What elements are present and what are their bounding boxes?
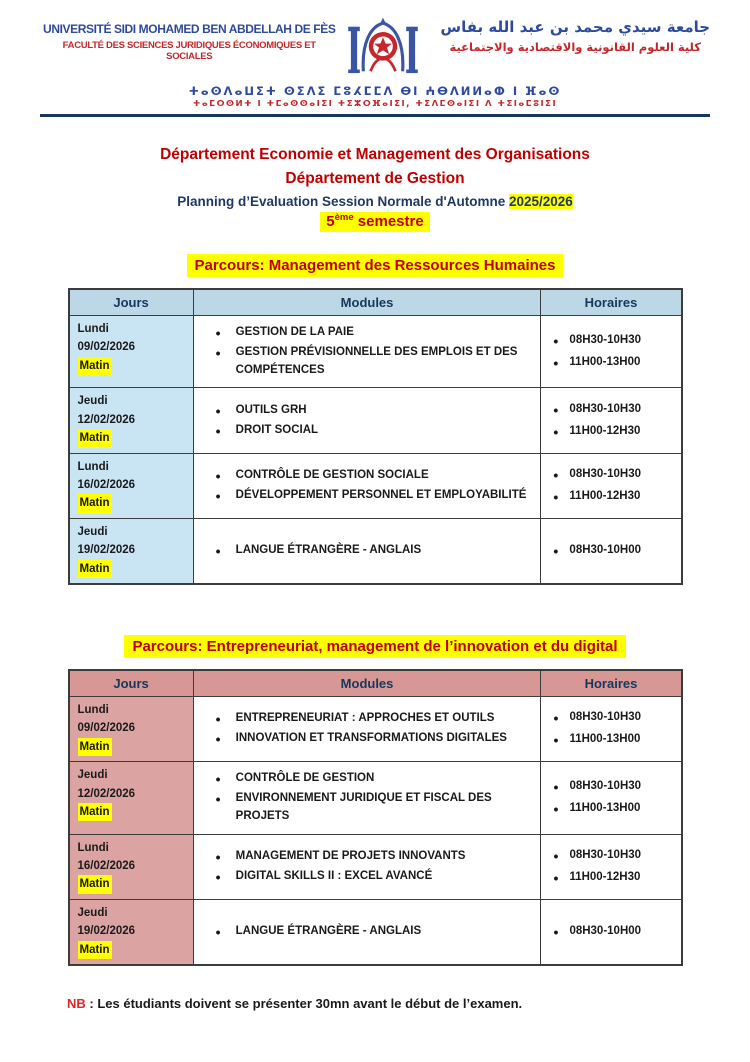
- horaires-cell: [541, 518, 682, 584]
- table-row: [69, 453, 682, 518]
- modules-cell: [193, 518, 541, 584]
- bullet-item: • 08H30-10H30: [543, 847, 678, 865]
- university-name-fr: UNIVERSITÉ SIDI MOHAMED BEN ABDELLAH DE FÈS: [43, 22, 336, 36]
- bullet-item: • 11H00-12H30: [543, 488, 678, 506]
- day-name: Jeudi: [77, 906, 108, 919]
- parcours-entrepreneuriat-label: Parcours: Entrepreneuriat, management de l’innovation et du digital: [124, 635, 625, 658]
- bullet-item: • LANGUE ÉTRANGÈRE - ANGLAIS: [196, 542, 539, 560]
- modules-cell: [193, 453, 541, 518]
- university-logo-icon: [338, 16, 428, 82]
- modules-cell: [193, 834, 541, 899]
- semester-number: 5: [326, 213, 335, 231]
- table-row: [69, 316, 682, 388]
- letterhead-divider: [40, 114, 710, 117]
- bullet-item: • 11H00-13H00: [543, 731, 678, 749]
- day-period: Matin: [78, 429, 112, 447]
- day-period: Matin: [78, 803, 112, 821]
- bullet-item: • DÉVELOPPEMENT PERSONNEL ET EMPLOYABILITÉ: [196, 487, 539, 505]
- day-period: Matin: [78, 494, 112, 512]
- bullet-item: • CONTRÔLE DE GESTION: [196, 770, 539, 788]
- day-name: Lundi: [77, 703, 109, 716]
- bullet-item: • MANAGEMENT DE PROJETS INNOVANTS: [196, 848, 539, 866]
- department-title-2: Département de Gestion: [285, 170, 465, 188]
- column-header-jours: Jours: [69, 289, 194, 316]
- horaires-cell: [541, 762, 682, 834]
- day-date: 16/02/2026: [77, 859, 136, 872]
- exam-table-rh: [68, 288, 683, 585]
- bullet-item: • GESTION PRÉVISIONNELLE DES EMPLOIS ET DES COMPÉTENCES: [196, 344, 539, 380]
- bullet-item: • 11H00-13H00: [543, 354, 678, 372]
- bullet-item: • LANGUE ÉTRANGÈRE - ANGLAIS: [196, 923, 539, 941]
- nb-note: [67, 996, 750, 1011]
- modules-cell: [193, 316, 541, 388]
- nb-label: NB: [67, 995, 86, 1011]
- day-name: Jeudi: [77, 769, 108, 782]
- day-name: Lundi: [77, 460, 109, 473]
- semester-highlight: [320, 212, 429, 232]
- day-name: Jeudi: [77, 525, 108, 538]
- table-row: [69, 388, 682, 453]
- nb-text: : Les étudiants doivent se présenter 30mn avant le début de l’examen.: [85, 995, 523, 1011]
- university-name-ar: جامعة سيدي محمد بن عبد الله بفاس: [440, 18, 711, 36]
- day-cell: [69, 834, 194, 899]
- bullet-item: • ENVIRONNEMENT JURIDIQUE ET FISCAL DES PROJETS: [196, 790, 539, 826]
- bullet-item: • OUTILS GRH: [196, 402, 539, 420]
- academic-year: 2025/2026: [508, 194, 573, 210]
- bullet-item: • 08H30-10H30: [543, 466, 678, 484]
- day-cell: [69, 316, 194, 388]
- bullet-item: • 11H00-12H30: [543, 869, 678, 887]
- horaires-cell: [541, 316, 682, 388]
- day-cell: [69, 518, 194, 584]
- day-date: 19/02/2026: [77, 925, 136, 938]
- letterhead: [0, 0, 750, 82]
- bullet-item: • 08H30-10H30: [543, 778, 678, 796]
- column-header-jours: Jours: [69, 670, 194, 697]
- exam-table-entrepreneuriat: [68, 669, 683, 966]
- bullet-item: • DROIT SOCIAL: [196, 422, 539, 440]
- table-row: [69, 899, 682, 965]
- day-period: Matin: [78, 560, 112, 578]
- day-name: Jeudi: [77, 395, 108, 408]
- bullet-item: • GESTION DE LA PAIE: [196, 324, 539, 342]
- day-date: 12/02/2026: [77, 413, 136, 426]
- section-heading-rh: [0, 254, 750, 277]
- horaires-cell: [541, 453, 682, 518]
- day-cell: [69, 453, 194, 518]
- semester-title: [0, 212, 750, 230]
- section-heading-entrepreneuriat: [0, 635, 750, 658]
- day-date: 09/02/2026: [77, 341, 136, 354]
- bullet-item: • 11H00-13H00: [543, 800, 678, 818]
- day-date: 09/02/2026: [77, 722, 136, 735]
- day-name: Lundi: [77, 841, 109, 854]
- column-header-modules: Modules: [193, 670, 541, 697]
- planning-title: [0, 194, 750, 209]
- horaires-cell: [541, 696, 682, 761]
- column-header-horaires: Horaires: [541, 289, 682, 316]
- day-period: Matin: [78, 738, 112, 756]
- faculty-name-tifinagh: ⵜⴰⵎⵔⵙⵍⵜ ⵏ ⵜⵎⴰⵙⵙⴰⵏⵉⵏ ⵜⵉⵣⵔⴼⴰⵏⵉⵏ, ⵜⵉⴷⵎⵙⴰⵏⵉⵏ ⴷ ⵜⵉⵏⴰⵎⵓⵏⵉⵏ: [192, 99, 558, 109]
- table-row: [69, 834, 682, 899]
- bullet-item: • 08H30-10H30: [543, 332, 678, 350]
- day-period: Matin: [78, 357, 112, 375]
- table-row: [69, 518, 682, 584]
- faculty-name-fr: FACULTÉ DES SCIENCES JURIDIQUES ÉCONOMIQUES ET SOCIALES: [62, 40, 316, 62]
- horaires-cell: [541, 834, 682, 899]
- bullet-item: • ENTREPRENEURIAT : APPROCHES ET OUTILS: [196, 710, 539, 728]
- column-header-modules: Modules: [193, 289, 541, 316]
- day-period: Matin: [78, 875, 112, 893]
- day-cell: [69, 388, 194, 453]
- modules-cell: [193, 899, 541, 965]
- bullet-item: • INNOVATION ET TRANSFORMATIONS DIGITALES: [196, 730, 539, 748]
- letterhead-tifinagh-block: [0, 84, 750, 109]
- table-header-row: [69, 670, 682, 697]
- day-date: 16/02/2026: [77, 479, 136, 492]
- day-cell: [69, 762, 194, 834]
- semester-word: semestre: [353, 213, 424, 231]
- bullet-item: • 08H30-10H00: [543, 542, 678, 560]
- day-date: 19/02/2026: [77, 544, 136, 557]
- horaires-cell: [541, 388, 682, 453]
- modules-cell: [193, 388, 541, 453]
- day-date: 12/02/2026: [77, 787, 136, 800]
- bullet-item: • 08H30-10H30: [543, 401, 678, 419]
- bullet-item: • 08H30-10H30: [543, 709, 678, 727]
- table-header-row: [69, 289, 682, 316]
- modules-cell: [193, 762, 541, 834]
- bullet-item: • 11H00-12H30: [543, 423, 678, 441]
- day-cell: [69, 899, 194, 965]
- table-row: [69, 762, 682, 834]
- horaires-cell: [541, 899, 682, 965]
- letterhead-arabic-block: [428, 16, 722, 54]
- bullet-item: • 08H30-10H00: [543, 923, 678, 941]
- letterhead-french-block: [40, 16, 338, 62]
- parcours-rh-label: Parcours: Management des Ressources Humaines: [187, 254, 564, 277]
- department-title-1: Département Economie et Management des Organisations: [160, 146, 590, 163]
- bullet-item: • DIGITAL SKILLS II : EXCEL AVANCÉ: [196, 868, 539, 886]
- column-header-horaires: Horaires: [541, 670, 682, 697]
- day-cell: [69, 696, 194, 761]
- table-row: [69, 696, 682, 761]
- day-period: Matin: [78, 941, 112, 959]
- day-name: Lundi: [77, 323, 109, 336]
- semester-ordinal-suffix: ème: [334, 212, 354, 224]
- university-name-tifinagh: ⵜⴰⵙⴷⴰⵡⵉⵜ ⵙⵉⴷⵉ ⵎⵓⵃⵎⵎⴷ ⴱⵏ ⵄⴱⴷⵍⵍⴰⵀ ⵏ ⴼⴰⵙ: [188, 84, 562, 98]
- modules-cell: [193, 696, 541, 761]
- faculty-name-ar: كلية العلوم القانونية والاقتصادية والاجتماعية: [449, 39, 701, 54]
- bullet-item: • CONTRÔLE DE GESTION SOCIALE: [196, 467, 539, 485]
- planning-title-text: Planning d’Evaluation Session Normale d'Automne: [177, 194, 509, 210]
- title-block: [0, 143, 750, 230]
